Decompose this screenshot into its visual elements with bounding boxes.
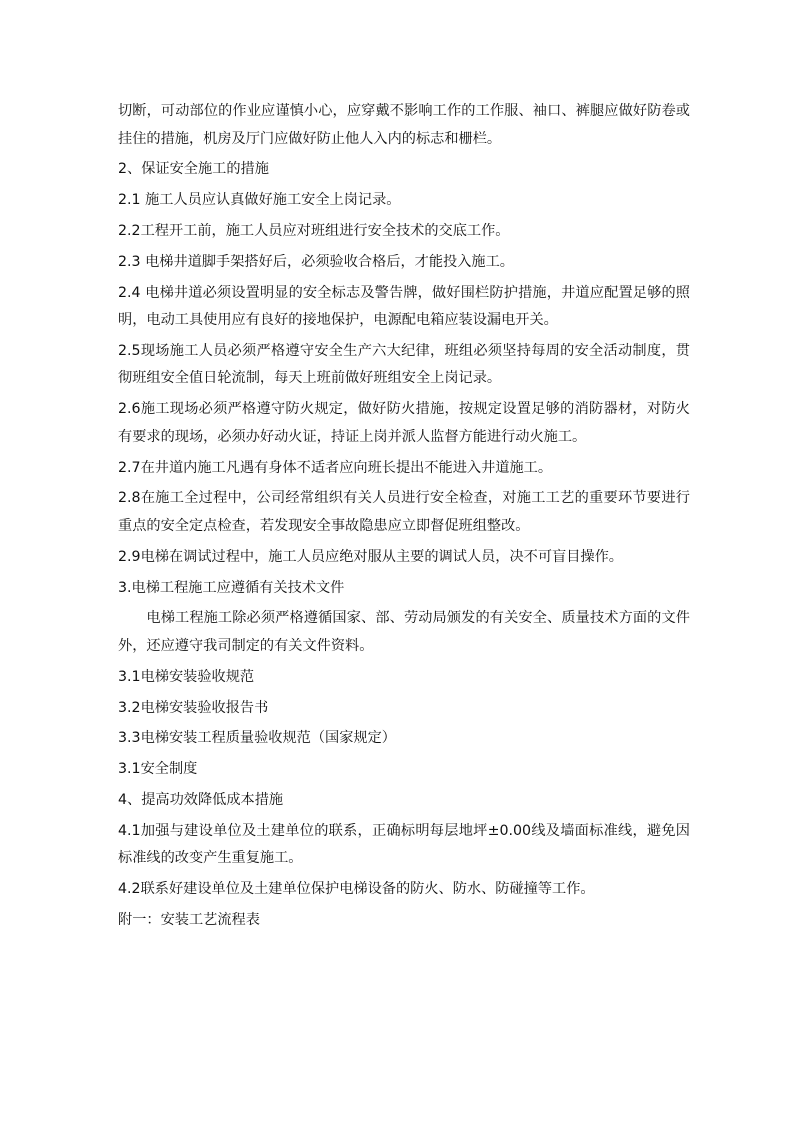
heading-cost-measures: 4、提高功效降低成本措施 — [118, 791, 284, 808]
paragraph-2-9: 2.9电梯在调试过程中，施工人员应绝对服从主要的调试人员，决不可盲目操作。 — [118, 548, 623, 565]
paragraph-2-8: 2.8在施工全过程中，公司经常组织有关人员进行安全检查，对施工工艺的重要环节要进行重点的安全定点检查，若发现安全事故隐患应立即督促班组整改。 — [118, 490, 690, 534]
paragraph-2-4: 2.4 电梯井道必须设置明显的安全标志及警告牌，做好围栏防护措施，井道应配置足够的照明，电动工具使用应有良好的接地保护，电源配电箱应装设漏电开关。 — [118, 284, 690, 329]
heading-safety-measures: 2、保证安全施工的措施 — [118, 161, 269, 178]
paragraph-3-1: 3.1电梯安装验收规范 — [118, 668, 255, 685]
paragraph-4-2: 4.2联系好建设单位及土建单位保护电梯设备的防火、防水、防碰撞等工作。 — [118, 881, 595, 897]
paragraph-technical-documents: 电梯工程施工除必须严格遵循国家、部、劳动局颁发的有关安全、质量技术方面的文件外，还应遵守我司制定的有关文件资料。 — [118, 610, 690, 654]
appendix-title: 附一：安装工艺流程表 — [118, 911, 260, 928]
paragraph-2-3: 2.3 电梯井道脚手架搭好后，必须验收合格后，才能投入施工。 — [118, 253, 514, 270]
paragraph-4-1: 4.1加强与建设单位及土建单位的联系，正确标明每层地坪±0.00线及墙面标准线，避免因标准线的改变产生重复施工。 — [118, 822, 690, 867]
paragraph-2-1: 2.1 施工人员应认真做好施工安全上岗记录。 — [118, 192, 401, 209]
paragraph-3-2: 3.2电梯安装验收报告书 — [118, 699, 269, 716]
paragraph-2-7: 2.7在井道内施工凡遇有身体不适者应向班长提出不能进入井道施工。 — [118, 459, 553, 476]
paragraph-2-2: 2.2工程开工前，施工人员应对班组进行安全技术的交底工作。 — [118, 222, 510, 239]
paragraph-intro-continued: 切断，可动部位的作业应谨慎小心，应穿戴不影响工作的工作服、袖口、裤腿应做好防卷或挂住的措施，机房及厅门应做好防止他人入内的标志和栅栏。 — [118, 103, 690, 147]
heading-technical-documents: 3.电梯工程施工应遵循有关技术文件 — [118, 579, 345, 596]
paragraph-3-1-safety: 3.1安全制度 — [118, 761, 198, 778]
paragraph-2-5: 2.5现场施工人员必须严格遵守安全生产六大纪律，班组必须坚持每周的安全活动制度，贯彻班组安全值日轮流制，每天上班前做好班组安全上岗记录。 — [118, 342, 690, 387]
paragraph-2-6: 2.6施工现场必须严格遵守防火规定，做好防火措施，按规定设置足够的消防器材，对防火有要求的现场，必须办好动火证，持证上岗并派人监督方能进行动火施工。 — [118, 401, 690, 445]
paragraph-3-3: 3.3电梯安装工程质量验收规范（国家规定） — [118, 730, 396, 747]
document-page — [118, 98, 690, 934]
